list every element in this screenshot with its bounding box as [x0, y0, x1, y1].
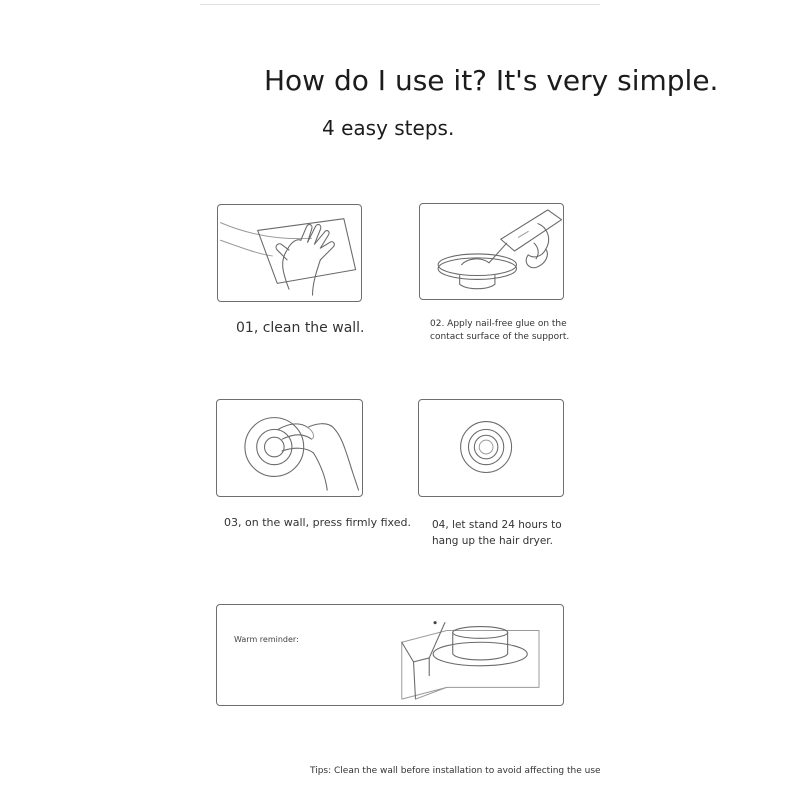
step-1-illustration: [217, 204, 362, 302]
step-3-caption: 03, on the wall, press firmly fixed.: [224, 516, 411, 529]
warm-reminder-label: Warm reminder:: [234, 635, 299, 644]
warm-reminder-panel: [216, 604, 564, 706]
step-2-caption: 02. Apply nail-free glue on the contact surface of the support.: [430, 319, 570, 342]
page-subtitle: 4 easy steps.: [322, 116, 455, 140]
top-divider: [200, 4, 600, 5]
hand-wiping-cloth-icon: [218, 205, 361, 301]
hand-pressing-mount-icon: [217, 400, 362, 496]
step-3-illustration: [216, 399, 363, 497]
wall-corner-mount-icon: [217, 605, 563, 705]
page-title: How do I use it? It's very simple.: [264, 64, 719, 97]
step-4-illustration: [418, 399, 564, 497]
step-1-caption: 01, clean the wall.: [236, 320, 365, 336]
tips-footer: Tips: Clean the wall before installation to avoid affecting the use: [310, 766, 601, 776]
mounted-disc-icon: [419, 400, 563, 496]
glue-tube-icon: [420, 204, 563, 299]
step-4-caption: 04, let stand 24 hours to hang up the hair dryer.: [432, 519, 562, 547]
step-2-illustration: [419, 203, 564, 300]
